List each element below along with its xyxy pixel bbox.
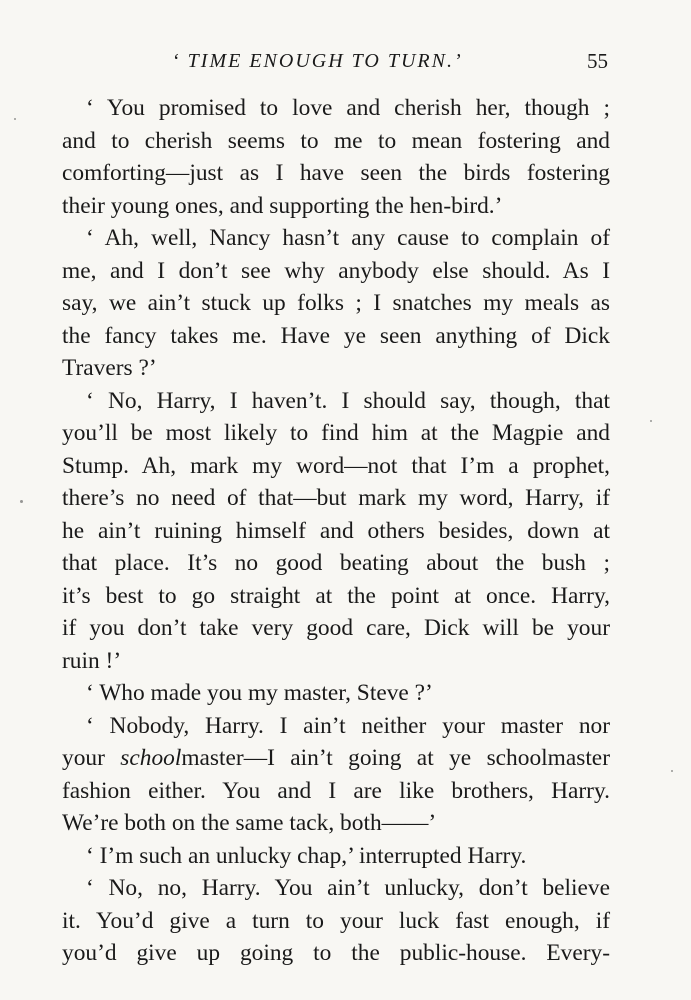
text-line: you’d give up going to the public-house. Every- — [62, 940, 610, 966]
text-line: that place. It’s no good beating about the bush ; — [62, 550, 610, 576]
text-line: their young ones, and supporting the hen-bird.’ — [62, 192, 503, 219]
text-line: Stump. Ah, mark my word—not that I’m a prophet, — [62, 452, 610, 479]
print-speck — [671, 770, 673, 772]
text-line: ruin !’ — [62, 647, 122, 674]
text-line: Travers ?’ — [62, 355, 157, 381]
text-line: comforting—just as I have seen the birds fostering — [62, 160, 610, 186]
text-line: say, we ain’t stuck up folks ; I snatches my meals as — [62, 290, 610, 316]
text-line: your schoolmaster—I ain’t going at ye schoolmaster — [62, 745, 610, 771]
text-line: me, and I don’t see why anybody else should. As I — [62, 257, 610, 284]
text-line: and to cherish seems to me to mean fostering and — [62, 127, 610, 154]
emphasis: school — [120, 745, 182, 771]
text-line: ‘ Ah, well, Nancy hasn’t any cause to complain of — [86, 225, 610, 251]
print-speck — [14, 118, 16, 120]
text-line: he ain’t ruining himself and others besides, down at — [62, 517, 610, 544]
text-line: ‘ I’m such an unlucky chap,’ interrupted Harry. — [86, 842, 527, 869]
text-line: the fancy takes me. Have ye seen anything of Dick — [62, 322, 610, 349]
text-line: We’re both on the same tack, both——’ — [62, 810, 437, 836]
body-text — [62, 92, 610, 970]
page-number: 55 — [587, 49, 608, 73]
text-line: it. You’d give a turn to your luck fast enough, if — [62, 907, 610, 934]
text-line: fashion either. You and I are like brothers, Harry. — [62, 777, 610, 804]
text-line: there’s no need of that—but mark my word, Harry, if — [62, 485, 610, 511]
text-line: you’ll be most likely to find him at the Magpie and — [62, 420, 610, 446]
text-line: ‘ You promised to love and cherish her, though ; — [86, 95, 610, 121]
print-speck — [650, 420, 652, 422]
running-head — [62, 46, 610, 76]
text-line: ‘ Nobody, Harry. I ain’t neither your master nor — [86, 712, 610, 739]
text-line: if you don’t take very good care, Dick will be your — [62, 615, 610, 641]
text-line: ‘ No, Harry, I haven’t. I should say, though, that — [86, 387, 610, 414]
text-line: ‘ Who made you my master, Steve ?’ — [86, 680, 433, 706]
text-line: ‘ No, no, Harry. You ain’t unlucky, don’t believe — [86, 875, 610, 901]
text-line: it’s best to go straight at the point at once. Harry, — [62, 582, 610, 609]
running-title: ‘ TIME ENOUGH TO TURN.’ — [172, 50, 463, 72]
print-speck — [20, 500, 23, 503]
